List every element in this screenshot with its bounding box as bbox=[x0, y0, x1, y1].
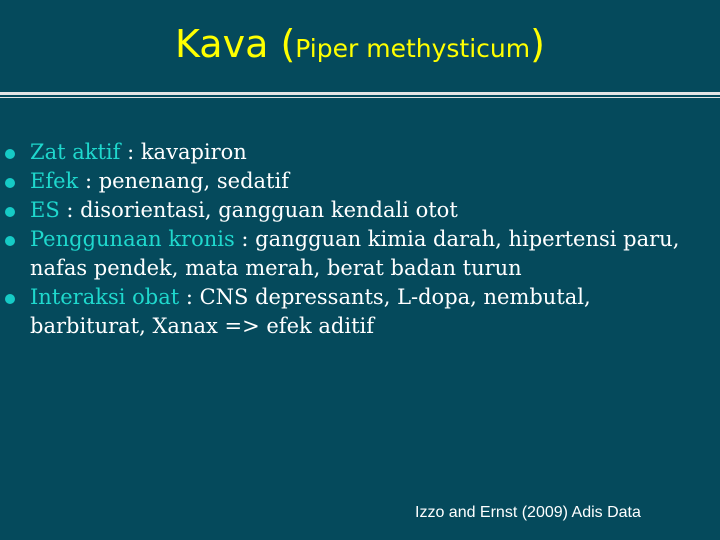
bullet-term: Interaksi obat bbox=[30, 285, 180, 309]
title-divider bbox=[0, 92, 720, 98]
bullet-text: : disorientasi, gangguan kendali otot bbox=[59, 198, 458, 222]
title-main: Kava ( bbox=[175, 22, 296, 66]
bullet-term: ES bbox=[30, 198, 60, 222]
bullet-item-chronic-use bbox=[0, 225, 720, 283]
bullet-text: : gangguan kimia darah, hipertensi paru, nafas pendek, mata merah, berat badan turun bbox=[30, 227, 680, 280]
bullet-icon bbox=[5, 207, 15, 217]
bullet-list bbox=[0, 138, 720, 341]
citation: Izzo and Ernst (2009) Adis Data bbox=[415, 504, 641, 521]
bullet-item-active-compound bbox=[0, 138, 720, 167]
title-close-paren: ) bbox=[530, 22, 545, 66]
bullet-item-drug-interaction bbox=[0, 283, 720, 341]
bullet-item-effect bbox=[0, 167, 720, 196]
bullet-text: : CNS depressants, L-dopa, nembutal, barbiturat, Xanax => efek aditif bbox=[30, 285, 591, 338]
bullet-icon bbox=[5, 236, 15, 246]
bullet-icon bbox=[5, 178, 15, 188]
title-latin-name: Piper methysticum bbox=[295, 34, 531, 63]
bullet-term: Zat aktif bbox=[30, 140, 121, 164]
bullet-text: : kavapiron bbox=[120, 140, 247, 164]
bullet-text: : penenang, sedatif bbox=[78, 169, 289, 193]
slide-title bbox=[0, 22, 720, 66]
bullet-term: Penggunaan kronis bbox=[30, 227, 235, 251]
bullet-icon bbox=[5, 294, 15, 304]
bullet-icon bbox=[5, 149, 15, 159]
bullet-item-side-effects bbox=[0, 196, 720, 225]
bullet-term: Efek bbox=[30, 169, 79, 193]
